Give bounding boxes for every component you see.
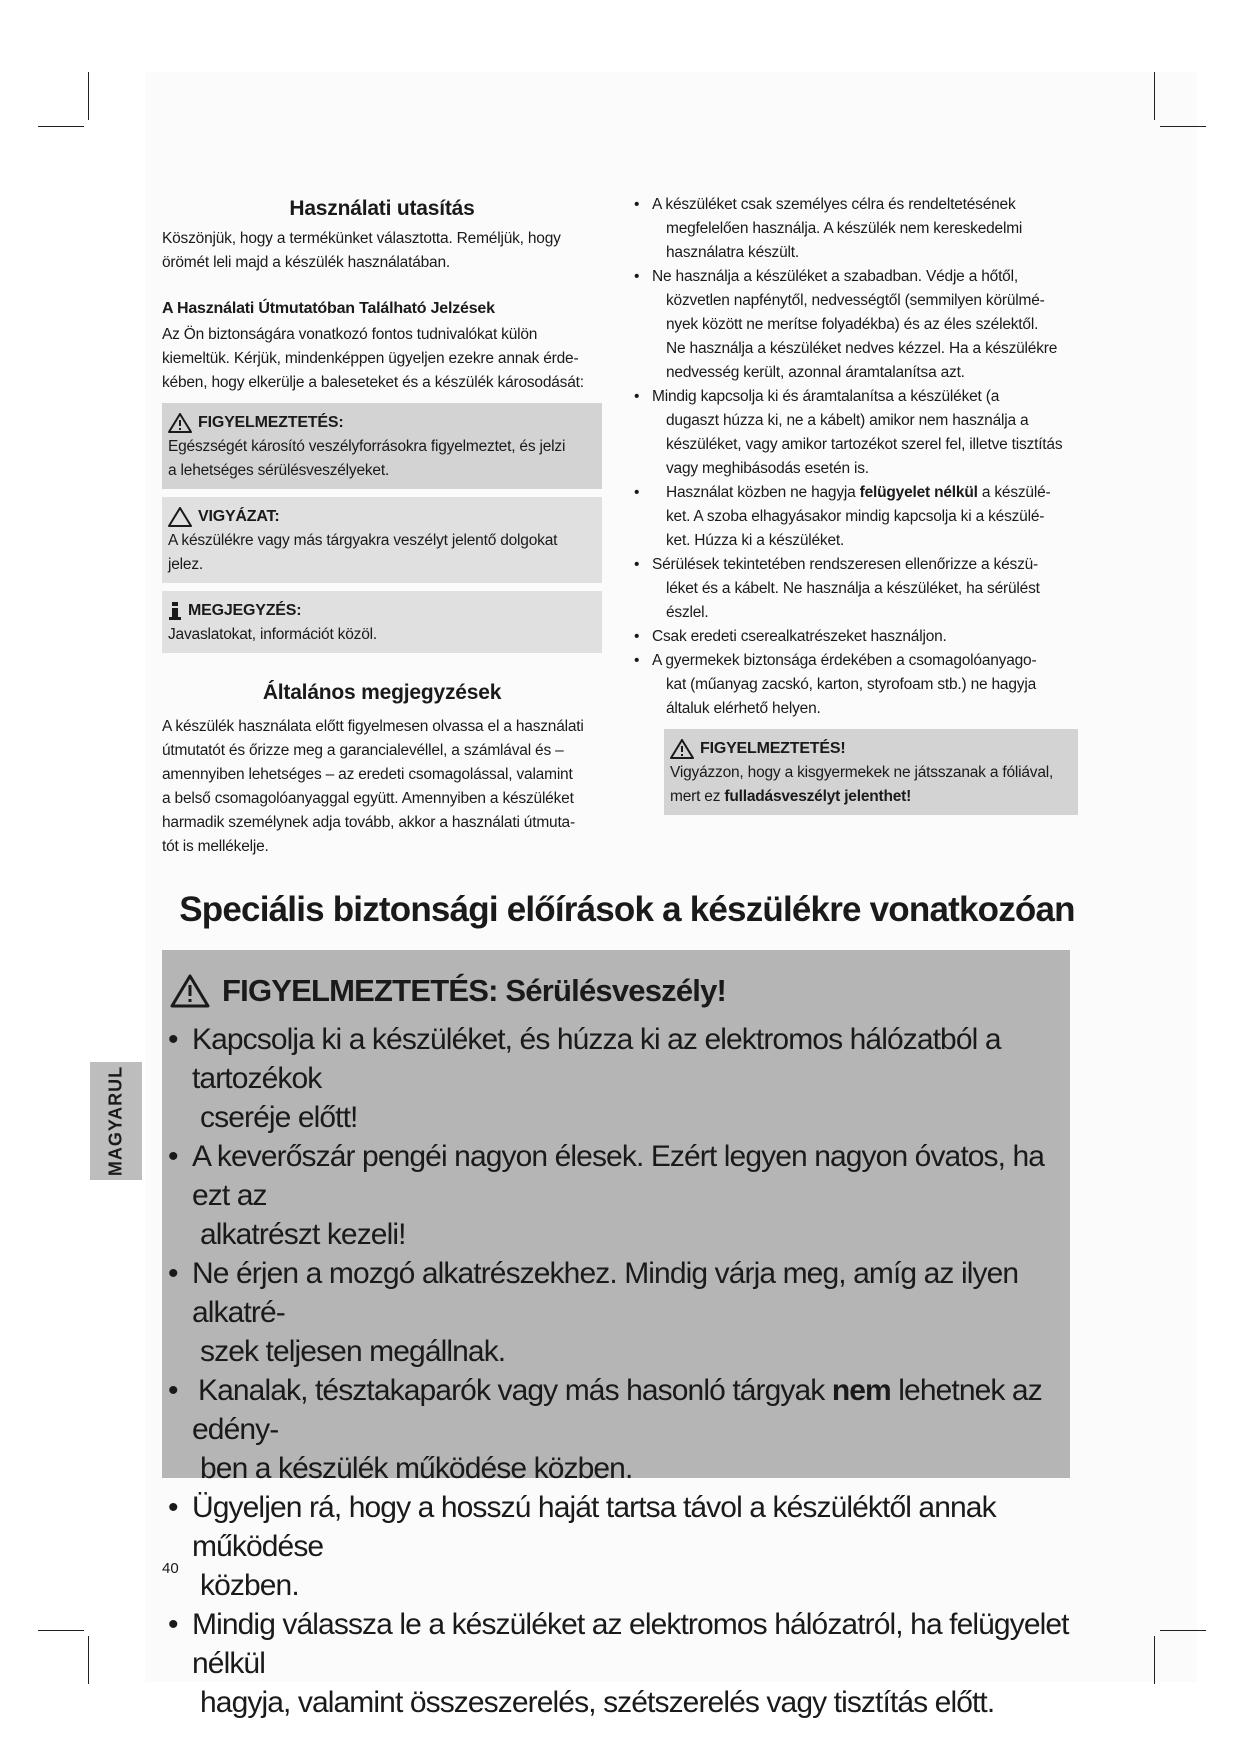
crop-mark (1154, 72, 1155, 120)
list-item: • Csak eredeti cserealkatrészeket használjon. (630, 625, 1078, 649)
crop-mark (38, 1630, 84, 1631)
info-note-text: Javaslatokat, információt közöl. (168, 626, 377, 643)
injury-warning-list (162, 1020, 1070, 1722)
left-column (162, 195, 602, 859)
general-text: A készülék használata előtt figyelmesen olvassa el a használati útmutatót és őrizze meg a garancialevéllel, a számlával és – amennyiben lehetséges – az eredeti csomagolással, valamint a belső csomagolóanyaggal együtt. Amennyiben a készüléket harmadik személynek adja tovább, akkor a használati útmuta- tót is mellékelje. (162, 718, 584, 855)
section-title-general: Általános megjegyzések (262, 681, 502, 704)
crop-mark (38, 126, 84, 127)
caution-triangle-icon (168, 507, 192, 527)
warning-triangle-icon (170, 974, 210, 1008)
warning-note-box (162, 403, 602, 489)
list-item: • Kapcsolja ki a készüléket, és húzza ki az elektromos hálózatból a tartozékok cseréje előtt! (162, 1020, 1070, 1137)
crop-mark (88, 1636, 89, 1684)
child-warning-head: FIGYELMEZTETÉS! (670, 737, 1072, 761)
list-item: • Ne érjen a mozgó alkatrészekhez. Mindig várja meg, amíg az ilyen alkatré- szek teljesen megállnak. (162, 1254, 1070, 1371)
crop-mark (1160, 126, 1206, 127)
list-item: • Ügyeljen rá, hogy a hosszú haját tartsa távol a készüléktől annak működése közben. (162, 1488, 1070, 1605)
main-heading: Speciális biztonsági előírások a készülékre vonatkozóan (179, 890, 1075, 929)
info-note-head: MEGJEGYZÉS: (168, 599, 596, 623)
child-warning-box (664, 729, 1078, 815)
list-item: • Sérülések tekintetében rendszeresen ellenőrizze a készü- léket és a kábelt. Ne használja a készüléket, ha sérülést észlel. (630, 553, 1078, 625)
safety-list (630, 193, 1078, 721)
crop-mark (88, 72, 89, 120)
signs-text: Az Ön biztonságára vonatkozó fontos tudnivalókat külön kiemeltük. Kérjük, mindenképpen ügyeljen ezekre annak érde- kében, hogy elkerülje a baleseteket és a készülék károsodását: (162, 326, 584, 391)
injury-warning-head: FIGYELMEZTETÉS: Sérülésveszély! (162, 968, 1070, 1014)
caution-note-text: A készülékre vagy más tárgyakra veszélyt jelentő dolgokat jelez. (168, 532, 558, 573)
list-item: • Mindig kapcsolja ki és áramtalanítsa a készüléket (a dugaszt húzza ki, ne a kábelt) amikor nem használja a készüléket, vagy amikor tartozékot szerel fel, illetve tisztítás vagy meghibásodás esetén is. (630, 385, 1078, 481)
page-number: 40 (162, 1560, 179, 1577)
right-column (630, 195, 1078, 815)
list-item: • A keverőszár pengéi nagyon élesek. Ezért legyen nagyon óvatos, ha ezt az alkatrészt kezeli! (162, 1137, 1070, 1254)
list-item: • A gyermekek biztonsága érdekében a csomagolóanyago- kat (műanyag zacskó, karton, styrofoam stb.) ne hagyja általuk elérhető helyen. (630, 649, 1078, 721)
list-item: • A készüléket csak személyes célra és rendeltetésének megfelelően használja. A készülék nem kereskedelmi használatra készült. (630, 193, 1078, 265)
warning-triangle-icon (670, 739, 694, 759)
info-note-box (162, 591, 602, 653)
language-side-tab (90, 1062, 142, 1180)
section-title-usage: Használati utasítás (289, 197, 475, 220)
list-item: • Kanalak, tésztakaparók vagy más hasonló tárgyak nem lehetnek az edény- ben a készülék működése közben. (162, 1371, 1070, 1488)
caution-note-box (162, 497, 602, 583)
warning-note-text: Egészségét károsító veszélyforrásokra figyelmeztet, és jelzi a lehetséges sérülésveszélyeket. (168, 438, 566, 479)
list-item: • Használat közben ne hagyja felügyelet nélkül a készülé- ket. A szoba elhagyásakor mindig kapcsolja ki a készülé- ket. Húzza ki a készüléket. (630, 481, 1078, 553)
list-item: • Ne használja a készüléket a szabadban. Védje a hőtől, közvetlen napfénytől, nedvességtől (semmilyen körülmé- nyek között ne merítse folyadékba) és az éles szélektől. Ne használja a készüléket nedves kézzel. Ha a készülékre nedvesség került, azonnal áramtalanítsa azt. (630, 265, 1078, 385)
caution-note-head: VIGYÁZAT: (168, 505, 596, 529)
list-item: • Mindig válassza le a készüléket az elektromos hálózatról, ha felügyelet nélkül hagyja, valamint összeszerelés, szétszerelés vagy tisztítás előtt. (162, 1605, 1070, 1722)
signs-heading: A Használati Útmutatóban Található Jelzések (162, 300, 495, 317)
warning-triangle-icon (168, 413, 192, 433)
language-label: MAGYARUL (105, 1065, 126, 1177)
info-icon (168, 601, 182, 621)
crop-mark (1154, 1636, 1155, 1684)
crop-mark (1160, 1630, 1206, 1631)
child-warning-text: Vigyázzon, hogy a kisgyermekek ne játsszanak a fóliával, mert ez fulladásveszélyt jelenthet! (670, 764, 1054, 805)
intro-text: Köszönjük, hogy a termékünket választotta. Reméljük, hogy örömét leli majd a készülék használatában. (162, 230, 561, 271)
warning-note-head: FIGYELMEZTETÉS: (168, 411, 596, 435)
